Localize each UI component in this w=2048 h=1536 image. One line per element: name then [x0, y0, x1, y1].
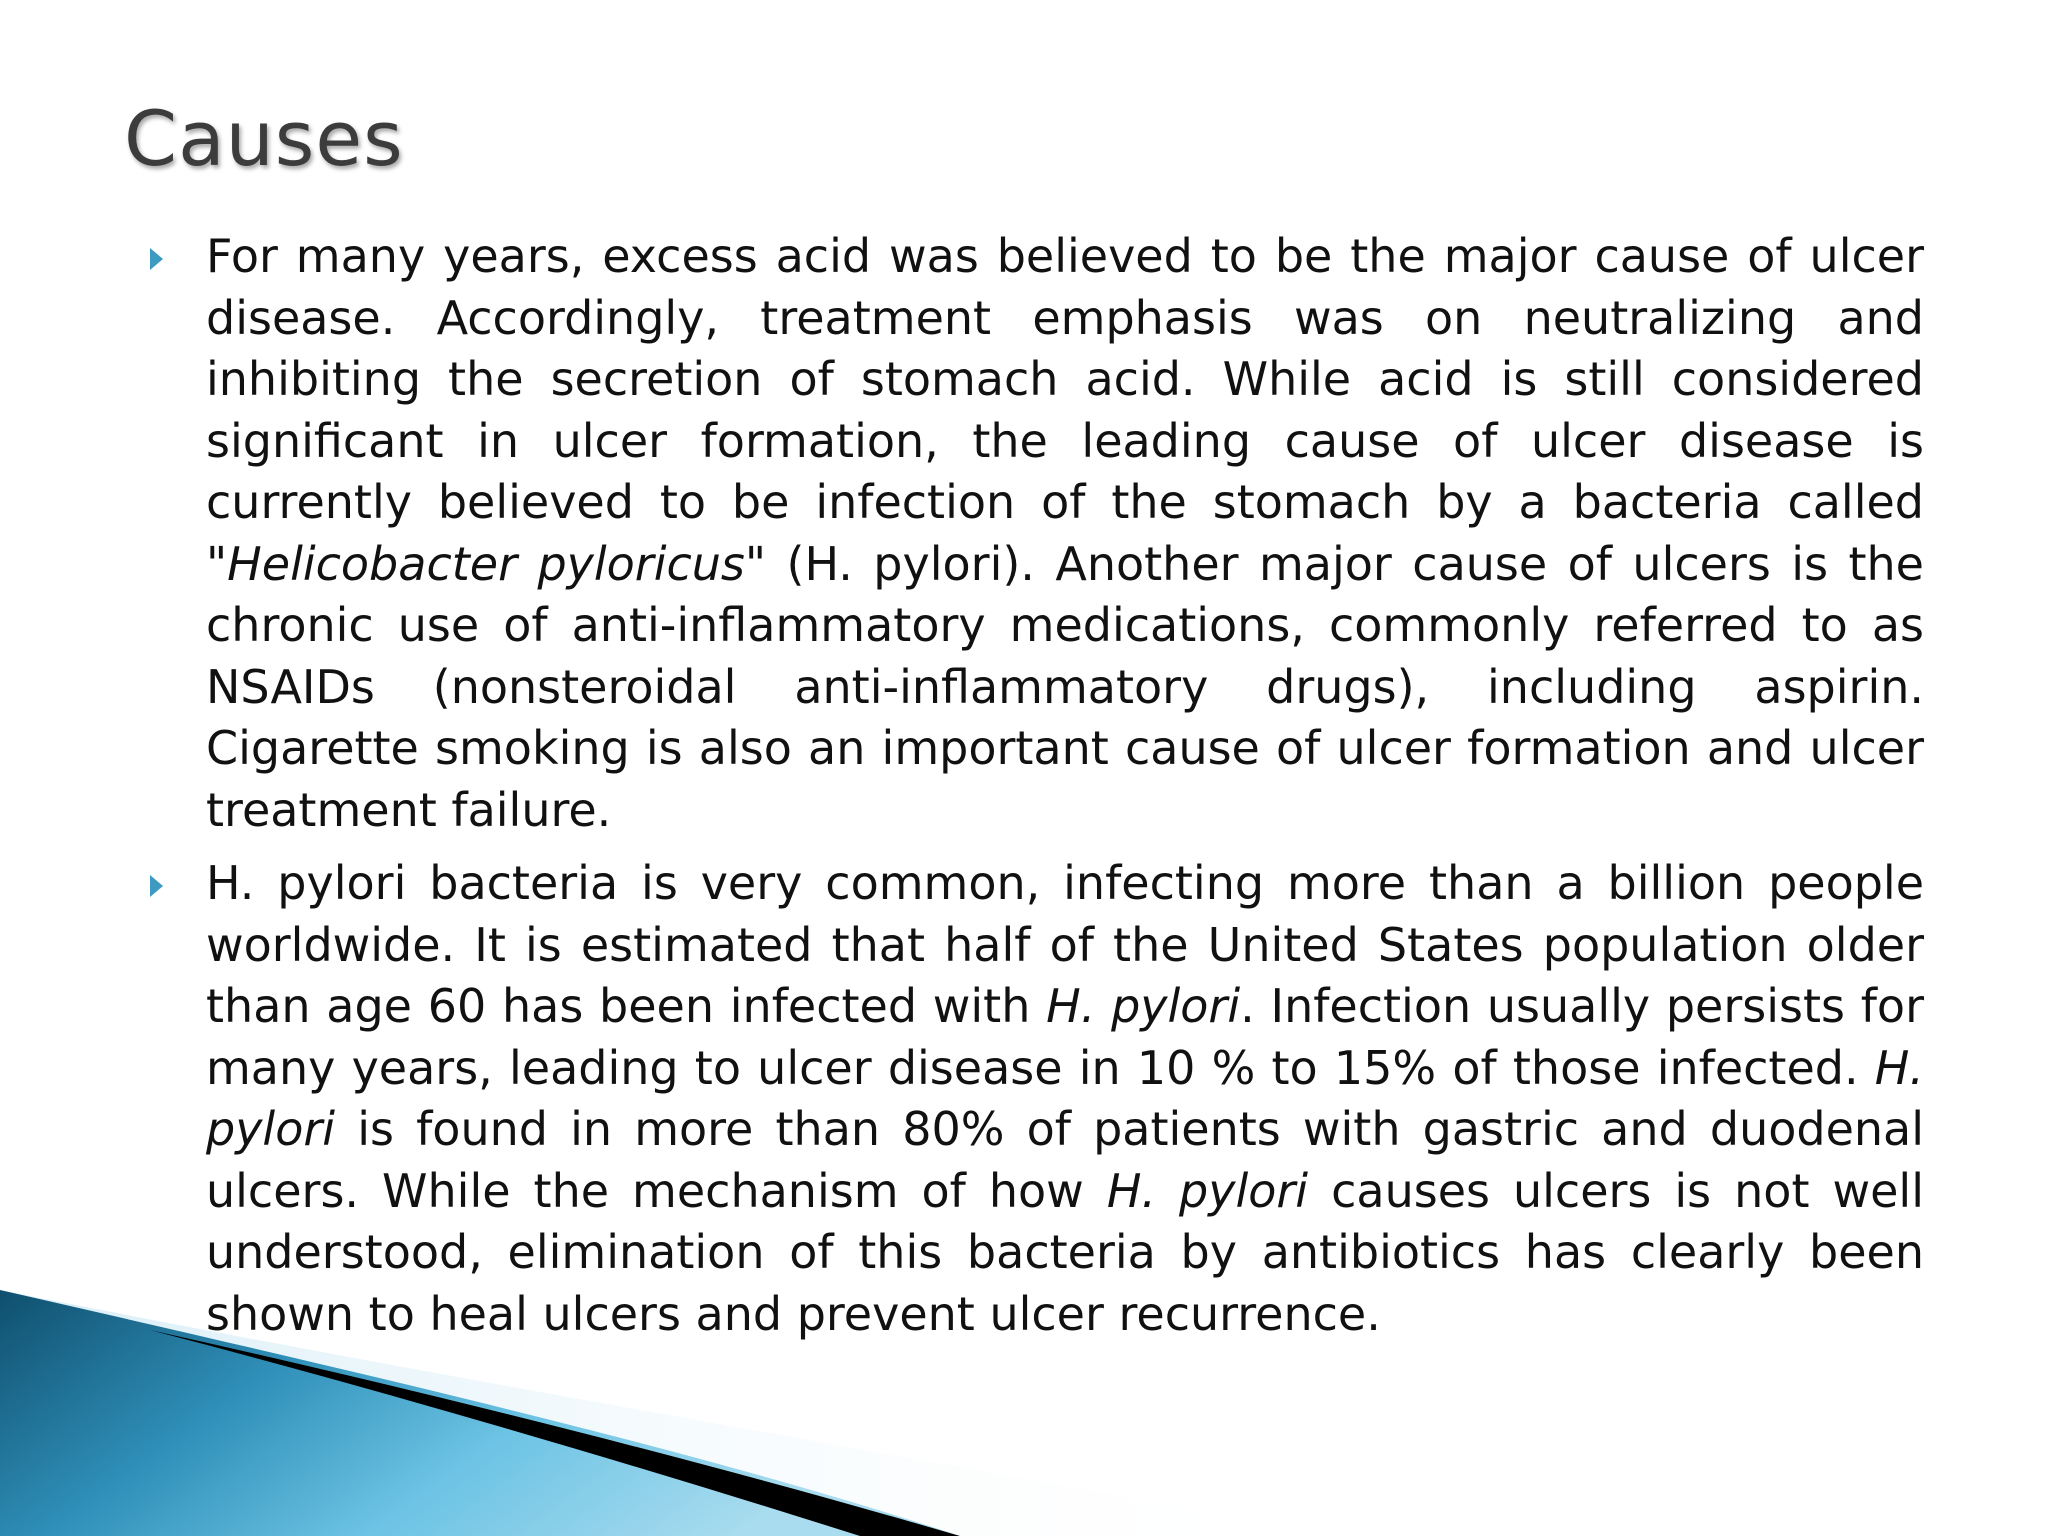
bullet-2-italic-term-1: H. pylori — [1046, 979, 1241, 1033]
bullet-2-text-part-4: causes ulcers is not well understood, elimination of this bacteria by antibiotics has clearly been shown to heal ulcers and prevent ulcer recurrence. — [206, 1163, 1924, 1341]
bullet-2-text-part-2: . Infection usually persists for many years, leading to ulcer disease in 10 % to 15% of those infected. — [206, 979, 1924, 1095]
bullet-2-text-part-3: is found in more than 80% of patients with gastric and duodenal ulcers. While the mechanism of how — [206, 1102, 1924, 1218]
bullet-2-italic-term-2: H. pylori — [206, 1040, 1924, 1156]
bullet-2-text-part-1: H. pylori bacteria is very common, infecting more than a billion people worldwide. It is estimated that half of the United States population older than age 60 has been infected with — [206, 856, 1924, 1033]
bullet-item-1 — [206, 226, 1924, 841]
bullet-arrow-icon — [150, 875, 163, 897]
bullet-item-2 — [206, 853, 1924, 1345]
bullet-arrow-icon — [150, 248, 163, 270]
slide-title: Causes — [124, 94, 404, 183]
bullet-2-italic-term-3: H. pylori — [1106, 1163, 1309, 1218]
bullet-1-text-part-1: For many years, excess acid was believed to be the major cause of ulcer disease. Accordingly, treatment emphasis was on neutralizing and inhibiting the secretion of stomach acid. While acid is still considered significant in ulcer formation, the leading cause of ulcer disease is currently believed to be infection of the stomach by a bacteria called " — [206, 229, 1924, 591]
bullet-list — [206, 226, 1924, 1357]
bullet-1-italic-term: Helicobacter pyloricus — [227, 536, 745, 591]
bullet-1-text-part-2: " (H. pylori). Another major cause of ulcers is the chronic use of anti-inflammatory medications, commonly referred to as NSAIDs (nonsteroidal anti-inflammatory drugs), including aspirin. Cigarette smoking is also an important cause of ulcer formation and ulcer treatment failure. — [206, 536, 1924, 837]
